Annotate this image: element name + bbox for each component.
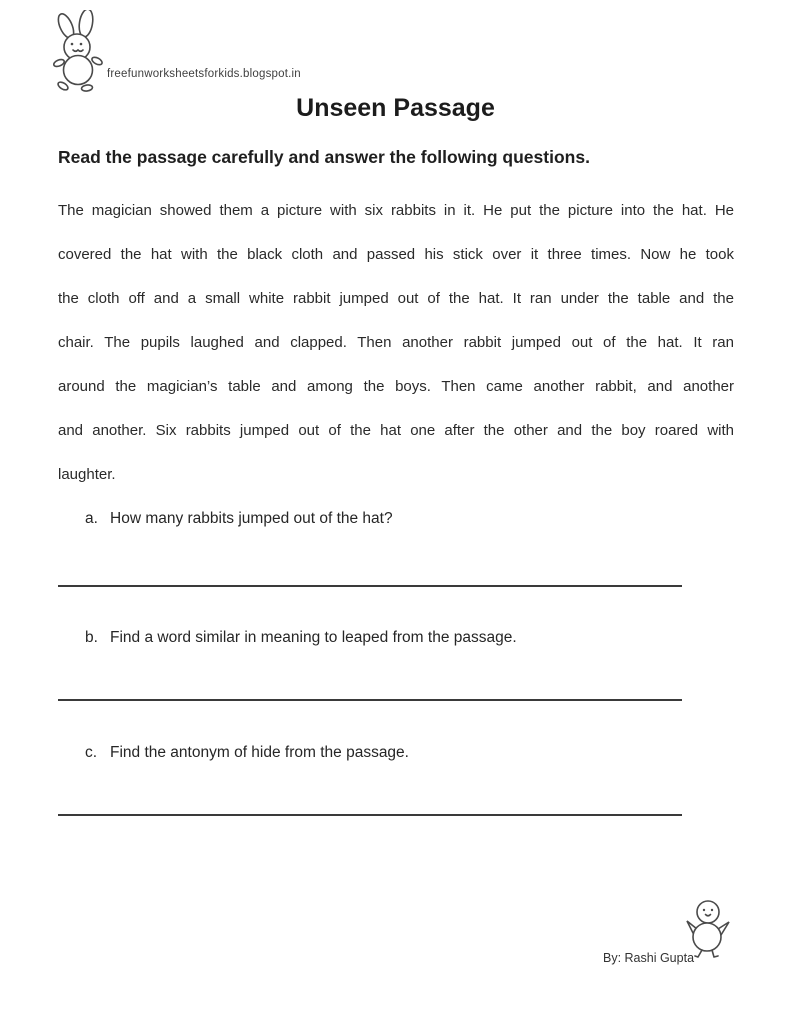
answer-line-a (58, 585, 682, 587)
passage-line: around the magician’s table and among the boys. Then came another rabbit, and another (58, 378, 734, 395)
passage-line: the cloth off and a small white rabbit jumped out of the hat. It ran under the table and the (58, 290, 734, 307)
passage-line: chair. The pupils laughed and clapped. Then another rabbit jumped out of the hat. It ran (58, 334, 734, 351)
question-a-text: How many rabbits jumped out of the hat? (110, 510, 393, 527)
passage-line: covered the hat with the black cloth and passed his stick over it three times. Now he took (58, 246, 734, 263)
author-byline: By: Rashi Gupta (603, 951, 695, 965)
passage-line: The magician showed them a picture with six rabbits in it. He put the picture into the hat. He (58, 202, 734, 219)
answer-line-b (58, 699, 682, 701)
question-c-label: c. (85, 744, 98, 761)
question-c-text: Find the antonym of hide from the passage. (110, 744, 409, 761)
passage-line: and another. Six rabbits jumped out of the hat one after the other and the boy roared with (58, 422, 734, 439)
site-url: freefunworksheetsforkids.blogspot.in (107, 68, 301, 80)
answer-line-c (58, 814, 682, 816)
chick-doodle-icon (684, 900, 732, 958)
question-c (85, 742, 735, 764)
instruction-text: Read the passage carefully and answer the following questions. (58, 147, 590, 167)
page-title: Unseen Passage (296, 94, 495, 122)
question-b-text: Find a word similar in meaning to leaped from the passage. (110, 629, 517, 646)
question-b (85, 627, 735, 649)
passage-text (58, 189, 734, 497)
passage-line: laughter. (58, 466, 116, 483)
bunny-doodle-icon (50, 10, 110, 92)
question-b-label: b. (85, 629, 98, 646)
question-a (85, 508, 735, 530)
question-a-label: a. (85, 510, 98, 527)
